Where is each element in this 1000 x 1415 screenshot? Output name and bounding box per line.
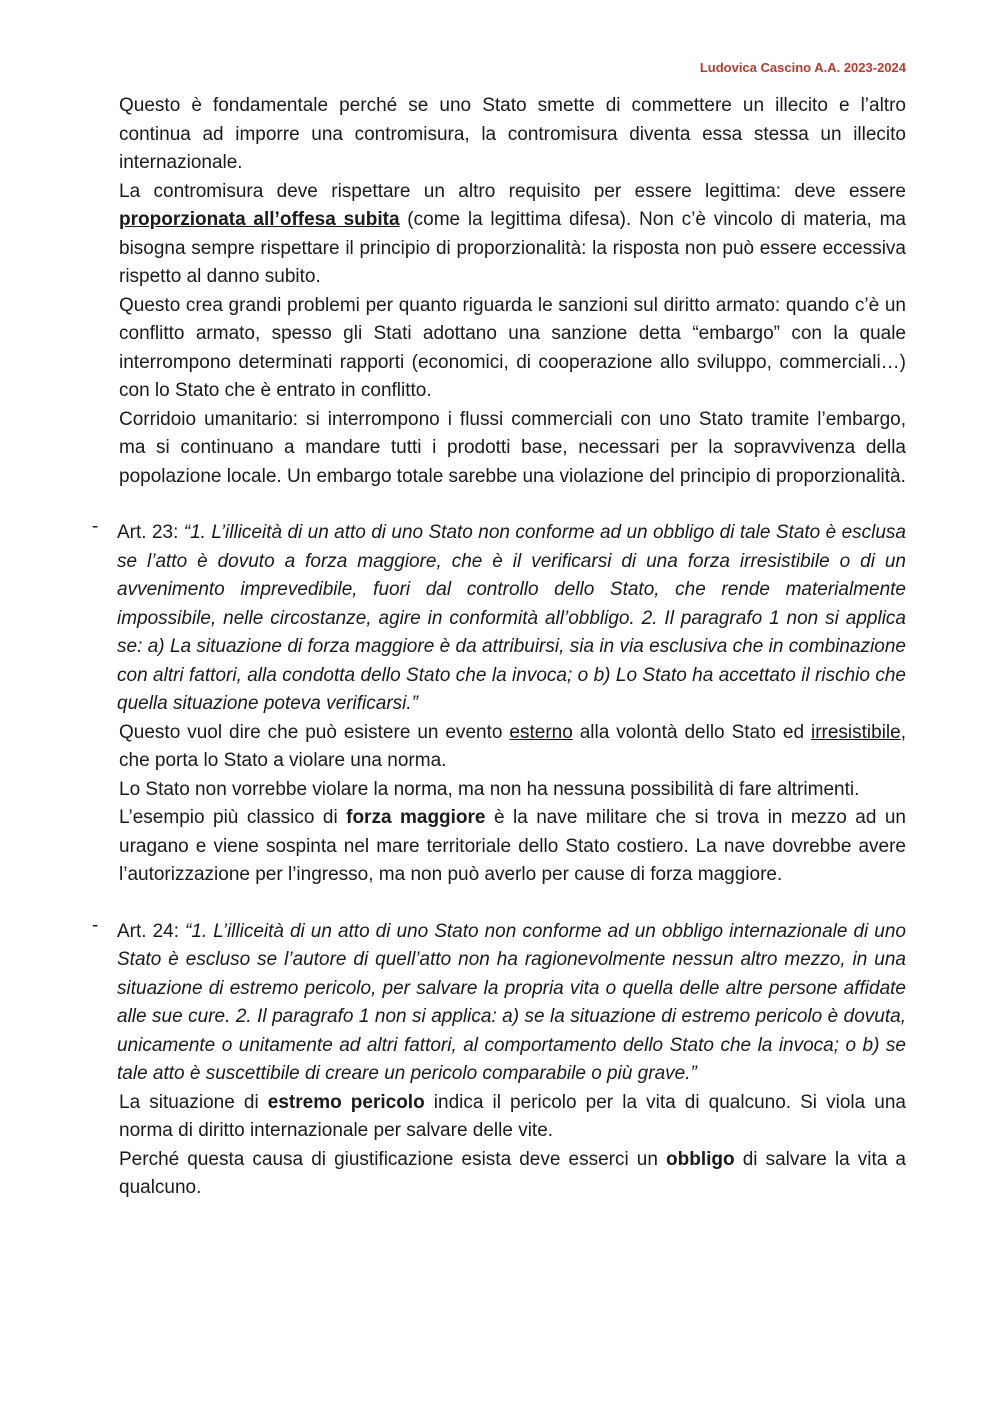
text-run: , che porta lo Stato a violare una norma. [119, 721, 906, 771]
bullet-dash: - [92, 516, 99, 537]
text-run: di salvare la vita a qualcuno. [119, 1148, 906, 1198]
paragraph [119, 1146, 906, 1203]
page-header: Ludovica Cascino A.A. 2023-2024 [699, 60, 906, 75]
underlined-term-irresistibile: irresistibile [810, 721, 901, 743]
article-quote: “1. L’illiceità di un atto di uno Stato non conforme ad un obbligo di tale Stato è esclusa se l’atto è dovuto a forza maggiore, che è il verificarsi di una forza irresistibile o di un avvenimento imprevedibile, fuori dal controllo dello Stato, che rende materialmente impossibile, nelle circostanze, agire in conformità all’obbligo. 2. Il paragrafo 1 non si applica se: a) La situazione di forza maggiore è da attribuirsi, sia in via esclusiva che in combinazione con altri fattori, alla condotta dello Stato che la invoca; o b) Lo Stato ha accettato il rischio che quella situazione poteva verificarsi.” [117, 522, 906, 714]
paragraph [119, 719, 906, 776]
article-24-item [92, 914, 906, 1089]
text-run: Perché questa causa di giustificazione esista deve esserci un [119, 1148, 667, 1170]
bold-term-forza-maggiore: forza maggiore [346, 807, 486, 828]
paragraph: Corridoio umanitario: si interrompono i flussi commerciali con uno Stato tramite l’embargo, ma si continuano a mandare tutti i prodotti base, necessari per la sopravvivenza della popolazione locale. Un embargo totale sarebbe una violazione del principio di proporzionalità. [119, 408, 906, 487]
text-run: (come la legittima difesa). Non c’è vincolo di materia, ma bisogna sempre rispettare il principio di proporzionalità: la risposta non può essere eccessiva rispetto al danno subito. [119, 209, 906, 287]
bold-term-obbligo: obbligo [666, 1148, 735, 1170]
article-23-item [92, 516, 906, 719]
article-quote: “1. L’illiceità di un atto di uno Stato non conforme ad un obbligo internazionale di uno Stato è escluso se l’autore di quell’atto non ha ragionevolmente nessun altro mezzo, in una situazione di estremo pericolo, per salvare la propria vita o quella delle altre persone affidate alle sue cure. 2. Il paragrafo 1 non si applica: a) se la situazione di estremo pericolo è dovuta, unicamente o unitamente ad altri fattori, al comportamento dello Stato che la invoca; o b) se tale atto è suscettibile di creare un pericolo comparabile o più grave.” [117, 920, 906, 1084]
article-label: Art. 23: [117, 522, 184, 543]
paragraph: Lo Stato non vorrebbe violare la norma, ma non ha nessuna possibilità di fare altrimenti. [119, 778, 860, 800]
emphasis-proportionality: proporzionata all’offesa subita [119, 209, 400, 230]
paragraph [119, 178, 906, 292]
bullet-dash: - [92, 914, 99, 936]
paragraph: Questo è fondamentale perché se uno Stato smette di commettere un illecito e l’altro continua ad imporre una contromisura, la contromisura diventa essa stessa un illecito internazionale. [119, 95, 906, 173]
text-run: La contromisura deve rispettare un altro requisito per essere legittima: deve essere [119, 180, 906, 202]
spacer [119, 890, 906, 918]
text-run: L’esempio più classico di [119, 807, 347, 828]
article-24-quote-paragraph [117, 918, 906, 1089]
paragraph: Questo crea grandi problemi per quanto riguarda le sanzioni sul diritto armato: quando c’è un conflitto armato, spesso gli Stati adottano una sanzione detta “embargo” con la quale interrompono determinati rapporti (economici, di cooperazione allo sviluppo, commerciali…) con lo Stato che è entrato in conflitto. [119, 294, 906, 401]
article-label: Art. 24: [117, 920, 186, 942]
paragraph [119, 1089, 906, 1146]
underlined-term-esterno: esterno [509, 721, 573, 743]
spacer [119, 491, 906, 519]
paragraph [119, 804, 906, 890]
text-run: indica il pericolo per la vita di qualcuno. Si viola una norma di diritto internazionale per salvare delle vite. [119, 1091, 906, 1141]
text-run: alla volontà dello Stato ed [572, 721, 811, 743]
article-23-quote-paragraph [117, 519, 906, 719]
document-body [92, 92, 906, 1203]
text-run: La situazione di [119, 1091, 268, 1113]
text-run: Questo vuol dire che può esistere un evento [119, 721, 510, 743]
text-run: è la nave militare che si trova in mezzo ad un uragano e viene sospinta nel mare territoriale dello Stato costiero. La nave dovrebbe avere l’autorizzazione per l’ingresso, ma non può averlo per cause di forza maggiore. [119, 807, 906, 885]
bold-term-estremo-pericolo: estremo pericolo [267, 1091, 425, 1113]
